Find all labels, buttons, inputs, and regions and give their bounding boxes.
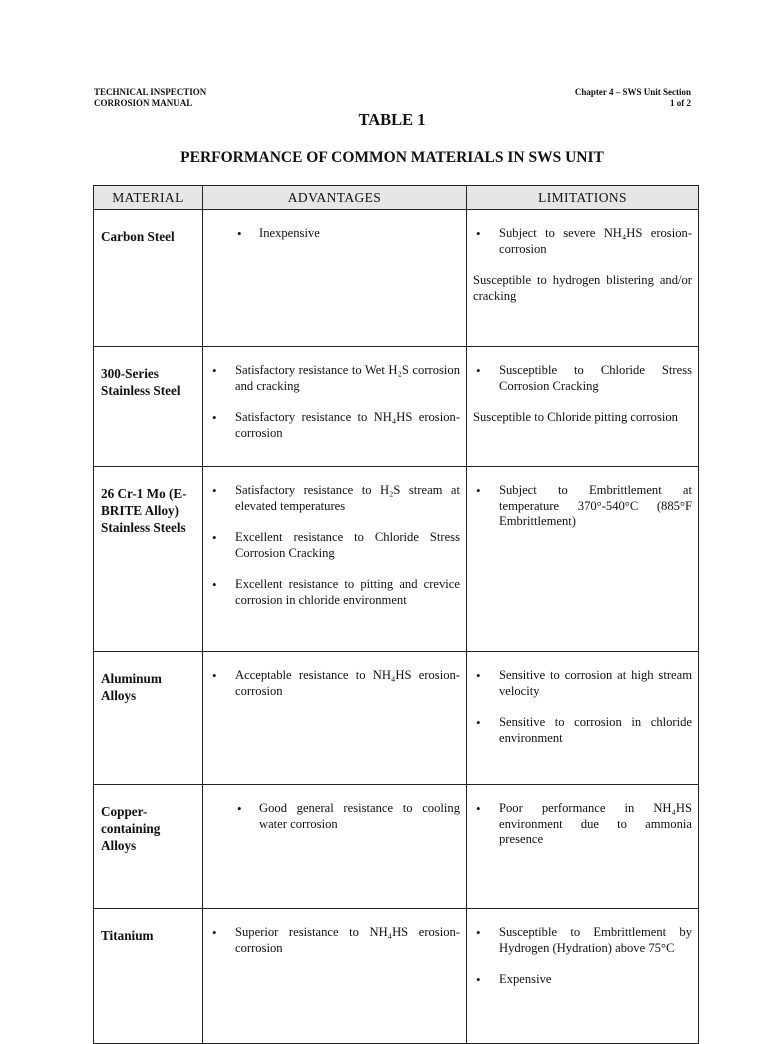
limitation-item: • Sensitive to corrosion at high stream velocity xyxy=(473,668,692,699)
header-chapter: Chapter 4 – SWS Unit Section xyxy=(574,87,691,97)
materials-table xyxy=(93,185,699,1044)
limitations-cell xyxy=(467,347,699,467)
table-row xyxy=(94,909,699,1044)
limitations-cell xyxy=(467,785,699,909)
limitation-item: • Subject to Embrittlement at temperature 370°-540°C (885°F Embrittlement) xyxy=(473,483,692,530)
material-cell: Copper-containing Alloys xyxy=(94,785,203,909)
table-title: TABLE 1 xyxy=(358,110,426,129)
limitation-item: Susceptible to Chloride pitting corrosion xyxy=(473,410,678,424)
advantage-item: • Excellent resistance to Chloride Stress Corrosion Cracking xyxy=(209,530,460,561)
advantages-cell xyxy=(203,652,467,785)
advantages-cell xyxy=(203,467,467,652)
material-cell: 26 Cr-1 Mo (E-BRITE Alloy) Stainless Steels xyxy=(94,467,203,652)
limitation-item: Susceptible to hydrogen blistering and/or cracking xyxy=(473,273,692,303)
limitations-cell xyxy=(467,909,699,1044)
document-header-right xyxy=(575,87,691,109)
limitation-item: • Susceptible to Chloride Stress Corrosion Cracking xyxy=(473,363,692,394)
table-row xyxy=(94,785,699,909)
header-department: TECHNICAL INSPECTION xyxy=(94,87,207,97)
column-header-limitations: LIMITATIONS xyxy=(467,186,699,210)
limitations-cell xyxy=(467,210,699,347)
material-cell: Carbon Steel xyxy=(94,210,203,347)
limitation-item: • Susceptible to Embrittlement by Hydrogen (Hydration) above 75°C xyxy=(473,925,692,956)
limitations-cell xyxy=(467,652,699,785)
advantages-cell xyxy=(203,785,467,909)
material-cell: Titanium xyxy=(94,909,203,1044)
advantage-item: • Inexpensive xyxy=(209,226,460,242)
limitation-item: • Sensitive to corrosion in chloride environment xyxy=(473,715,692,746)
advantages-cell xyxy=(203,210,467,347)
limitations-cell xyxy=(467,467,699,652)
advantage-item: • Good general resistance to cooling water corrosion xyxy=(209,801,460,832)
advantage-item: • Acceptable resistance to NH₄HS erosion-corrosion xyxy=(209,668,460,699)
material-cell: Aluminum Alloys xyxy=(94,652,203,785)
advantage-item: • Excellent resistance to pitting and crevice corrosion in chloride environment xyxy=(209,577,460,608)
document-header-left xyxy=(94,87,206,109)
advantage-item: • Satisfactory resistance to NH₄HS erosion-corrosion xyxy=(209,410,460,441)
material-cell: 300-Series Stainless Steel xyxy=(94,347,203,467)
limitation-item: • Expensive xyxy=(473,972,692,988)
table-subtitle: PERFORMANCE OF COMMON MATERIALS IN SWS UNIT xyxy=(180,149,604,166)
header-page-number: 1 of 2 xyxy=(670,98,691,108)
column-header-material: MATERIAL xyxy=(94,186,203,210)
column-header-advantages: ADVANTAGES xyxy=(203,186,467,210)
table-row xyxy=(94,347,699,467)
advantage-item: • Superior resistance to NH₄HS erosion-corrosion xyxy=(209,925,460,956)
limitation-item: • Subject to severe NH₄HS erosion-corrosion xyxy=(473,226,692,257)
advantage-item: • Satisfactory resistance to Wet H₂S corrosion and cracking xyxy=(209,363,460,394)
table-header-row xyxy=(94,186,699,210)
advantage-item: • Satisfactory resistance to H₂S stream at elevated temperatures xyxy=(209,483,460,514)
advantages-cell xyxy=(203,347,467,467)
header-manual-name: CORROSION MANUAL xyxy=(94,98,193,108)
table-row xyxy=(94,652,699,785)
table-row xyxy=(94,467,699,652)
table-row xyxy=(94,210,699,347)
limitation-item: • Poor performance in NH₄HS environment due to ammonia presence xyxy=(473,801,692,848)
advantages-cell xyxy=(203,909,467,1044)
